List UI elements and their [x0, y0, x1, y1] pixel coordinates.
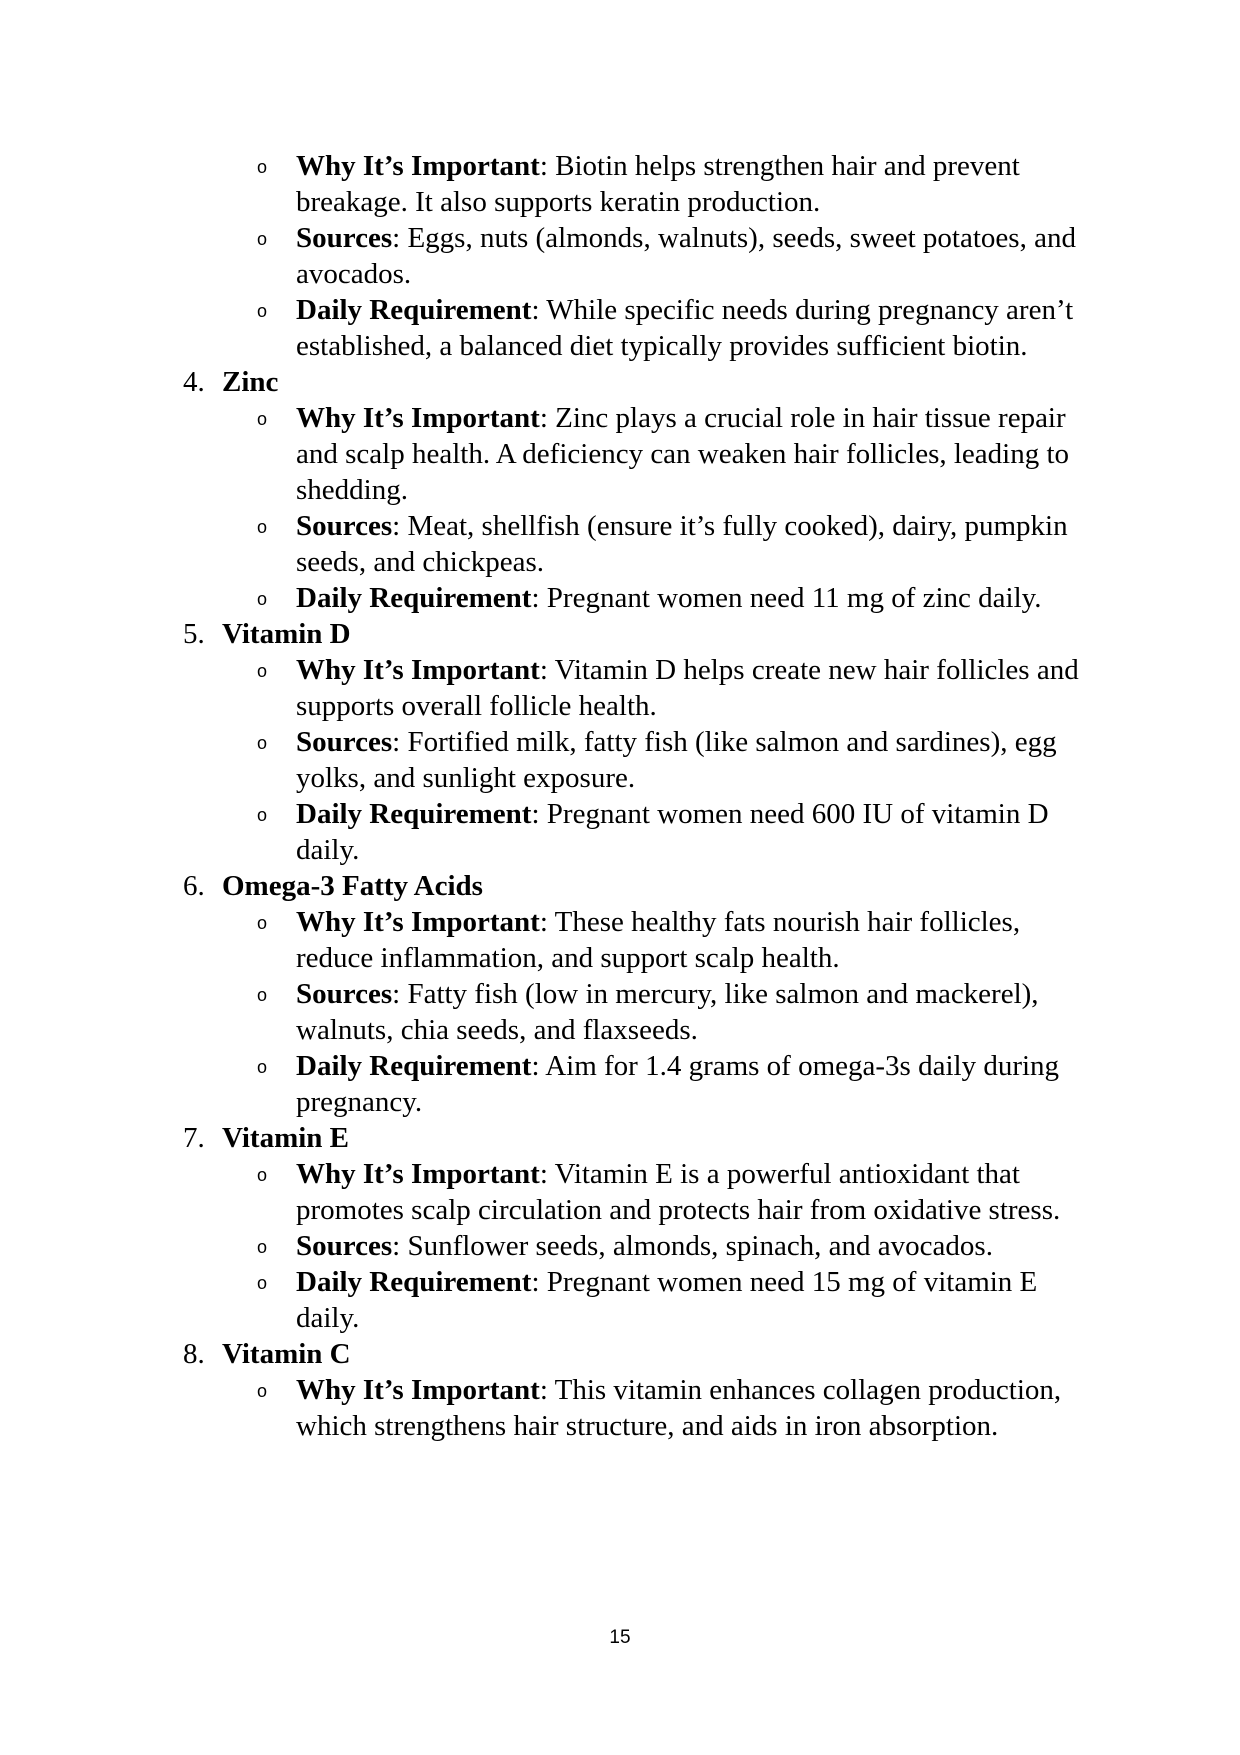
section-zinc — [0, 364, 1240, 616]
item-text: : Meat, shellfish (ensure it’s fully cooked), dairy, pumpkin seeds, and chickpeas. — [296, 510, 1068, 578]
item-text: : Fortified milk, fatty fish (like salmon and sardines), egg yolks, and sunlight exposure. — [296, 726, 1057, 794]
bullet-icon: o — [257, 805, 268, 825]
section-number: 5. — [183, 618, 205, 650]
item-text: : This vitamin enhances collagen production, which strengthens hair structure, and aids in iron absorption. — [296, 1374, 1062, 1442]
section-vitamin-e — [0, 1120, 1240, 1336]
bullet-icon: o — [257, 409, 268, 429]
section-heading — [0, 1336, 1240, 1372]
bullet-icon: o — [257, 913, 268, 933]
item-label: Sources — [296, 978, 393, 1010]
item-label: Why It’s Important — [296, 1374, 540, 1406]
item-text: : Zinc plays a crucial role in hair tissue repair and scalp health. A deficiency can weaken hair follicles, leading to shedding. — [296, 402, 1070, 506]
item-label: Why It’s Important — [296, 906, 540, 938]
bullet-icon: o — [257, 301, 268, 321]
list-item — [0, 292, 1096, 364]
section-heading — [0, 868, 1240, 904]
list-item — [0, 1372, 1096, 1444]
list-item — [0, 1264, 1096, 1336]
bullet-icon: o — [257, 517, 268, 537]
item-label: Daily Requirement — [296, 1050, 532, 1082]
bullet-icon: o — [257, 1381, 268, 1401]
item-label: Daily Requirement — [296, 798, 532, 830]
bullet-icon: o — [257, 733, 268, 753]
item-label: Daily Requirement — [296, 582, 532, 614]
list-item — [0, 724, 1096, 796]
section-number: 4. — [183, 366, 205, 398]
item-label: Sources — [296, 222, 393, 254]
section-title: Vitamin D — [222, 618, 351, 650]
item-label: Sources — [296, 510, 393, 542]
section-title: Zinc — [222, 366, 279, 398]
list-item — [0, 976, 1096, 1048]
section-title: Omega-3 Fatty Acids — [222, 870, 483, 902]
item-text: : Fatty fish (low in mercury, like salmon and mackerel), walnuts, chia seeds, and flaxseeds. — [296, 978, 1039, 1046]
list-item — [0, 580, 1096, 616]
list-item — [0, 1048, 1096, 1120]
bullet-icon: o — [257, 985, 268, 1005]
list-item — [0, 1156, 1096, 1228]
list-item — [0, 400, 1096, 508]
item-label: Why It’s Important — [296, 150, 540, 182]
list-item — [0, 508, 1096, 580]
bullet-icon: o — [257, 661, 268, 681]
item-label: Sources — [296, 1230, 393, 1262]
bullet-icon: o — [257, 1057, 268, 1077]
bullet-icon: o — [257, 1237, 268, 1257]
item-label: Why It’s Important — [296, 1158, 540, 1190]
item-label: Why It’s Important — [296, 654, 540, 686]
item-text: : Sunflower seeds, almonds, spinach, and avocados. — [392, 1230, 993, 1262]
item-text: : Pregnant women need 600 IU of vitamin D daily. — [296, 798, 1049, 866]
section-omega-3 — [0, 868, 1240, 1120]
section-title: Vitamin E — [222, 1122, 350, 1154]
section-heading — [0, 616, 1240, 652]
section-number: 6. — [183, 870, 205, 902]
list-item — [0, 1228, 1096, 1264]
item-text: : Vitamin D helps create new hair follicles and supports overall follicle health. — [296, 654, 1079, 722]
page-content — [0, 148, 1240, 1444]
list-item — [0, 904, 1096, 976]
bullet-icon: o — [257, 1273, 268, 1293]
list-item — [0, 220, 1096, 292]
bullet-icon: o — [257, 229, 268, 249]
section-number: 7. — [183, 1122, 205, 1154]
section-heading — [0, 1120, 1240, 1156]
item-label: Daily Requirement — [296, 294, 532, 326]
list-item — [0, 148, 1096, 220]
intro-bullet-list — [0, 148, 1240, 364]
bullet-icon: o — [257, 1165, 268, 1185]
item-text: : Vitamin E is a powerful antioxidant that promotes scalp circulation and protects hair from oxidative stress. — [296, 1158, 1061, 1226]
section-vitamin-c — [0, 1336, 1240, 1444]
bullet-icon: o — [257, 589, 268, 609]
section-vitamin-d — [0, 616, 1240, 868]
item-text: : Pregnant women need 15 mg of vitamin E daily. — [296, 1266, 1038, 1334]
item-label: Daily Requirement — [296, 1266, 532, 1298]
item-label: Sources — [296, 726, 393, 758]
item-text: : These healthy fats nourish hair follicles, reduce inflammation, and support scalp health. — [296, 906, 1021, 974]
item-text: : Pregnant women need 11 mg of zinc daily. — [531, 582, 1042, 614]
item-label: Why It’s Important — [296, 402, 540, 434]
item-text: : Eggs, nuts (almonds, walnuts), seeds, sweet potatoes, and avocados. — [296, 222, 1076, 290]
list-item — [0, 652, 1096, 724]
bullet-icon: o — [257, 157, 268, 177]
list-item — [0, 796, 1096, 868]
page-number: 15 — [609, 1627, 631, 1648]
item-text: : Aim for 1.4 grams of omega-3s daily during pregnancy. — [296, 1050, 1060, 1118]
section-number: 8. — [183, 1338, 205, 1370]
item-text: : Biotin helps strengthen hair and prevent breakage. It also supports keratin production. — [296, 150, 1020, 218]
section-title: Vitamin C — [222, 1338, 351, 1370]
section-heading — [0, 364, 1240, 400]
item-text: : While specific needs during pregnancy aren’t established, a balanced diet typically provides sufficient biotin. — [296, 294, 1074, 362]
